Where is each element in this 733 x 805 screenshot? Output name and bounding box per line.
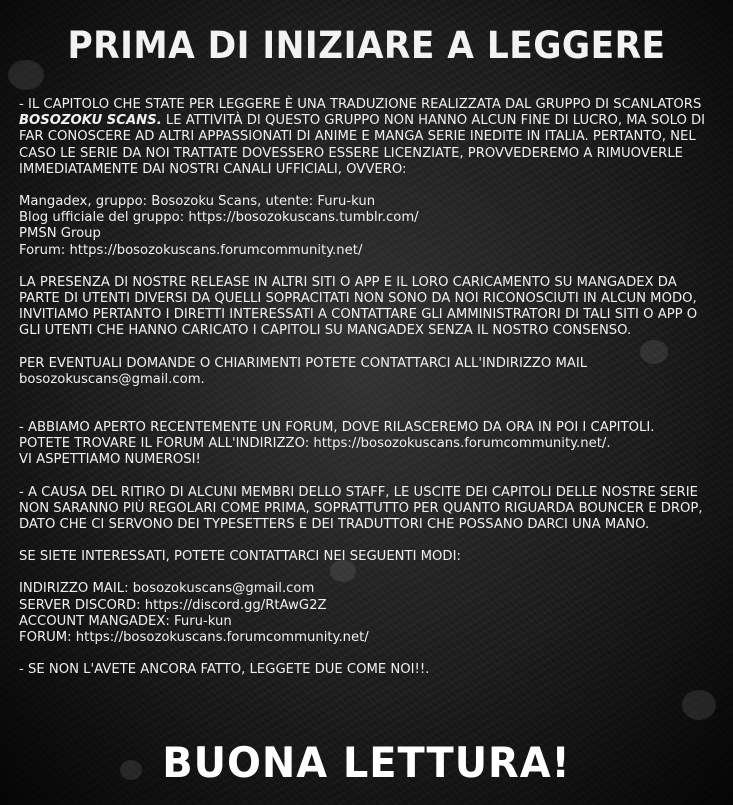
closing-note: - SE NON L'AVETE ANCORA FATTO, LEGGETE DUE COME NOI!!. <box>19 662 430 678</box>
notice-body <box>19 97 719 678</box>
staff-paragraph: - A CAUSA DEL RITIRO DI ALCUNI MEMBRI DELLO STAFF, LE USCITE DEI CAPITOLI DELLE NOSTRE SERIE NON SARANNO PIÙ REGOLARI COME PRIMA, SOPRATTUTTO PER QUANTO RIGUARDA BOUNCER E DROP, DATO CHE CI SERVONO DEI TYPESETTERS E DEI TRADUTTORI CHE POSSANO DARCI UNA MANO. <box>19 484 703 533</box>
forum-line: VI ASPETTIAMO NUMEROSI! <box>19 452 201 468</box>
contact-email: bosozokuscans@gmail.com. <box>19 371 205 387</box>
page-title: PRIMA DI INIZIARE A LEGGERE <box>67 24 666 67</box>
footer-greeting: BUONA LETTURA! <box>162 738 571 787</box>
forum-line: POTETE TROVARE IL FORUM ALL'INDIRIZZO: https://bosozokuscans.forumcommunity.net/. <box>19 436 611 452</box>
questions-paragraph <box>19 356 719 388</box>
contact-intro: SE SIETE INTERESSATI, POTETE CONTATTARCI NEI SEGUENTI MODI: <box>19 549 461 565</box>
channel-line: Forum: https://bosozokuscans.forumcommunity.net/ <box>19 242 363 258</box>
contact-line: SERVER DISCORD: https://discord.gg/RtAwG2Z <box>19 597 327 613</box>
channel-line: Blog ufficiale del gruppo: https://bosozokuscans.tumblr.com/ <box>19 210 419 226</box>
channel-line: Mangadex, gruppo: Bosozoku Scans, utente: Furu-kun <box>19 194 376 210</box>
questions-text: PER EVENTUALI DOMANDE O CHIARIMENTI POTETE CONTATTARCI ALL'INDIRIZZO MAIL <box>19 355 588 371</box>
group-name: BOSOZOKU SCANS. <box>19 113 162 129</box>
ink-splatter <box>682 690 716 720</box>
forum-line: - ABBIAMO APERTO RECENTEMENTE UN FORUM, DOVE RILASCEREMO DA ORA IN POI I CAPITOLI. <box>19 420 655 436</box>
intro-paragraph <box>19 97 719 178</box>
channel-line: PMSN Group <box>19 226 101 242</box>
presence-paragraph: LA PRESENZA DI NOSTRE RELEASE IN ALTRI SITI O APP E IL LORO CARICAMENTO SU MANGADEX DA PARTE DI UTENTI DIVERSI DA QUELLI SOPRACITATI NON SONO DA NOI RICONOSCIUTI IN ALCUN MODO, INVITIAMO PERTANTO I DIRETTI INTERESSATI A CONTATTARE GLI AMMINISTRATORI DI TALI SITI O APP O GLI UTENTI CHE HANNO CARICATO I CAPITOLI SU MANGADEX SENZA IL NOSTRO CONSENSO. <box>19 274 698 339</box>
contact-line: ACCOUNT MANGADEX: Furu-kun <box>19 613 232 629</box>
contact-line: FORUM: https://bosozokuscans.forumcommunity.net/ <box>19 630 369 646</box>
contact-line: INDIRIZZO MAIL: bosozokuscans@gmail.com <box>19 581 315 597</box>
intro-suffix: LE ATTIVITÀ DI QUESTO GRUPPO NON HANNO ALCUN FINE DI LUCRO, MA SOLO DI FAR CONOSCERE AD ALTRI APPASSIONATI DI ANIME E MANGA SERIE INEDITE IN ITALIA. PERTANTO, NEL CASO LE SERIE DA NOI TRATTATE DOVESSERO ESSERE LICENZIATE, PROVVEDEREMO A RIMUOVERLE IMMEDIATAMENTE DAI NOSTRI CANALI UFFICIALI, OVVERO: <box>19 113 706 177</box>
intro-prefix: - IL CAPITOLO CHE STATE PER LEGGERE È UNA TRADUZIONE REALIZZATA DAL GRUPPO DI SCANLATORS <box>19 97 702 112</box>
